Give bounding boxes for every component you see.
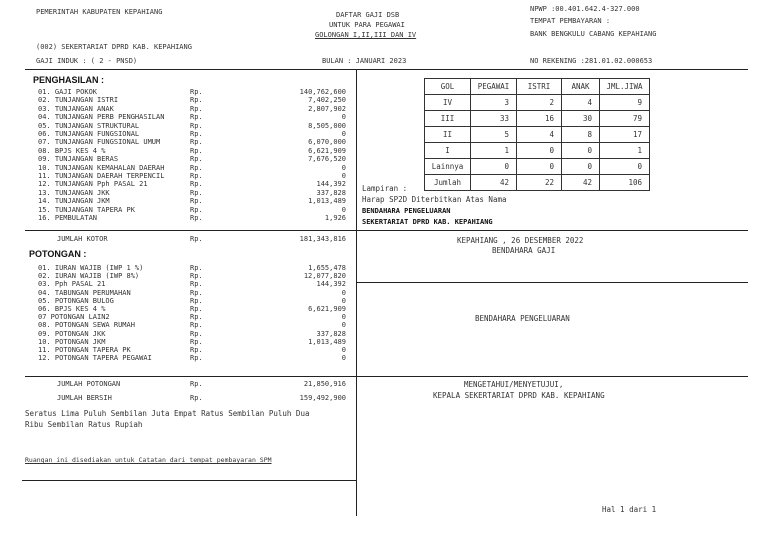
item-label: 01. IURAN WAJIB (IWP 1 %) — [38, 264, 144, 272]
header-divider — [25, 69, 748, 70]
item-label: 03. Pph PASAL 21 — [38, 280, 106, 289]
item-value: 0 — [341, 313, 346, 322]
potongan-title: POTONGAN : — [29, 249, 87, 259]
list-item — [0, 272, 346, 280]
pegawai-cell: 5 — [471, 127, 517, 143]
col-header: ANAK — [562, 79, 600, 95]
doc-title-2: UNTUK PARA PEGAWAI — [329, 21, 405, 29]
anak-cell: 4 — [562, 95, 600, 111]
item-label: 01. GAJI POKOK — [38, 88, 98, 96]
istri-cell: 16 — [517, 111, 562, 127]
jumlah-kotor-label: JUMLAH KOTOR — [57, 235, 108, 243]
jumlah-potongan-row — [0, 380, 346, 389]
item-label: 11. POTONGAN TAPERA PK — [38, 346, 131, 354]
terbilang-line-1: Seratus Lima Puluh Sembilan Juta Empat Ratus Sembilan Puluh Dua — [25, 409, 310, 418]
list-item — [0, 180, 346, 188]
jumlah-kotor-value: 181,343,816 — [299, 235, 346, 243]
penghasilan-title: PENGHASILAN : — [33, 75, 105, 85]
item-rp: Rp. — [190, 214, 203, 222]
item-rp: Rp. — [190, 305, 203, 313]
item-value: 0 — [341, 130, 346, 138]
signature-divider — [356, 282, 748, 283]
gol-cell: IV — [425, 95, 471, 111]
gol-cell: I — [425, 143, 471, 159]
item-value: 1,926 — [324, 214, 346, 222]
list-item — [0, 122, 346, 130]
jumlah-potongan-label: JUMLAH POTONGAN — [57, 380, 121, 388]
istri-cell: 0 — [517, 159, 562, 175]
potongan-divider — [25, 376, 748, 377]
list-item — [0, 172, 346, 180]
catatan-divider — [22, 480, 356, 481]
item-value: 0 — [341, 163, 346, 172]
list-item — [0, 164, 346, 172]
item-value: 0 — [341, 172, 346, 180]
gol-cell: II — [425, 127, 471, 143]
list-item — [0, 189, 346, 197]
item-rp: Rp. — [190, 337, 203, 346]
item-label: 05. TUNJANGAN STRUKTURAL — [38, 121, 140, 130]
pegawai-cell: 1 — [471, 143, 517, 159]
item-rp: Rp. — [190, 104, 203, 113]
golongan-table — [424, 78, 650, 191]
list-item — [0, 197, 346, 205]
item-value: 7,676,520 — [308, 155, 346, 164]
list-item — [0, 88, 346, 96]
jiwa-cell: 79 — [600, 111, 650, 127]
center-divider — [356, 69, 357, 516]
item-rp: Rp. — [190, 280, 203, 289]
table-row — [425, 111, 650, 127]
item-value: 337,828 — [316, 329, 346, 338]
col-header: JML.JIWA — [600, 79, 650, 95]
anak-cell: 42 — [562, 175, 600, 191]
item-label: 11. TUNJANGAN DAERAH TERPENCIL — [38, 172, 165, 180]
item-value: 0 — [341, 288, 346, 297]
list-item — [0, 297, 346, 305]
pegawai-cell: 0 — [471, 159, 517, 175]
jumlah-bersih-label: JUMLAH BERSIH — [57, 394, 112, 402]
list-item — [0, 138, 346, 146]
gol-cell: Lainnya — [425, 159, 471, 175]
pegawai-cell: 42 — [471, 175, 517, 191]
item-label: 07 POTONGAN LAIN2 — [38, 313, 110, 322]
table-row — [425, 95, 650, 111]
place-date: KEPAHIANG , 26 DESEMBER 2022 — [457, 236, 584, 245]
item-rp: Rp. — [190, 354, 203, 363]
pemerintah-label: PEMERINTAH KABUPATEN KEPAHIANG — [36, 8, 163, 16]
item-label: 08. BPJS KES 4 % — [38, 146, 106, 155]
istri-cell: 22 — [517, 175, 562, 191]
gol-cell: III — [425, 111, 471, 127]
jumlah-potongan-rp: Rp. — [190, 380, 203, 388]
kepala-sekretariat: KEPALA SEKERTARIAT DPRD KAB. KEPAHIANG — [433, 391, 605, 400]
item-rp: Rp. — [190, 205, 203, 214]
satker-label: (002) SEKERTARIAT DPRD KAB. KEPAHIANG — [36, 43, 192, 51]
gol-cell: Jumlah — [425, 175, 471, 191]
item-label: 10. TUNJANGAN KEMAHALAN DAERAH — [38, 163, 165, 172]
list-item — [0, 280, 346, 288]
item-rp: Rp. — [190, 346, 203, 354]
item-value: 0 — [341, 205, 346, 214]
penghasilan-divider — [25, 230, 748, 231]
anak-cell: 30 — [562, 111, 600, 127]
jumlah-kotor-row — [0, 235, 346, 244]
item-value: 0 — [341, 346, 346, 354]
item-rp: Rp. — [190, 121, 203, 130]
item-rp: Rp. — [190, 264, 203, 272]
item-label: 05. POTONGAN BULOG — [38, 296, 114, 305]
item-rp: Rp. — [190, 288, 203, 297]
item-value: 0 — [341, 296, 346, 305]
item-rp: Rp. — [190, 313, 203, 322]
item-label: 09. POTONGAN JKK — [38, 329, 106, 338]
page-number: Hal 1 dari 1 — [602, 505, 657, 514]
item-value: 0 — [341, 354, 346, 363]
item-rp: Rp. — [190, 96, 203, 105]
pegawai-cell: 3 — [471, 95, 517, 111]
istri-cell: 0 — [517, 143, 562, 159]
table-row — [425, 175, 650, 191]
item-rp: Rp. — [190, 197, 203, 206]
bendahara-gaji: BENDAHARA GAJI — [492, 246, 556, 255]
list-item — [0, 113, 346, 121]
anak-cell: 0 — [562, 159, 600, 175]
item-label: 06. BPJS KES 4 % — [38, 305, 106, 313]
item-label: 10. POTONGAN JKM — [38, 337, 106, 346]
jiwa-cell: 1 — [600, 143, 650, 159]
list-item — [0, 338, 346, 346]
item-rp: Rp. — [190, 146, 203, 155]
col-header: PEGAWAI — [471, 79, 517, 95]
item-label: 07. TUNJANGAN FUNGSIONAL UMUM — [38, 138, 161, 147]
tempat-pembayaran-label: TEMPAT PEMBAYARAN : — [530, 17, 611, 25]
list-item — [0, 346, 346, 354]
item-label: 12. TUNJANGAN Pph PASAL 21 — [38, 180, 148, 189]
item-rp: Rp. — [190, 272, 203, 281]
item-value: 1,013,489 — [308, 337, 346, 346]
item-label: 13. TUNJANGAN JKK — [38, 188, 110, 197]
istri-cell: 2 — [517, 95, 562, 111]
item-label: 02. IURAN WAJIB (IWP 8%) — [38, 272, 140, 281]
item-rp: Rp. — [190, 188, 203, 197]
pegawai-cell: 33 — [471, 111, 517, 127]
catatan-note: Ruangan ini disediakan untuk Catatan dari tempat pembayaran SPM — [25, 456, 272, 464]
potongan-list — [0, 264, 346, 374]
rekening-label: NO REKENING :281.01.02.000653 — [530, 57, 653, 65]
item-value: 144,392 — [316, 180, 346, 189]
list-item — [0, 313, 346, 321]
item-value: 0 — [341, 321, 346, 330]
item-value: 337,828 — [316, 188, 346, 197]
item-label: 04. TUNJANGAN PERB PENGHASILAN — [38, 113, 165, 122]
jumlah-bersih-rp: Rp. — [190, 394, 203, 402]
list-item — [0, 155, 346, 163]
table-row — [425, 127, 650, 143]
jiwa-cell: 106 — [600, 175, 650, 191]
item-value: 1,655,478 — [308, 264, 346, 272]
lampiran-label: Lampiran : — [362, 184, 408, 193]
list-item — [0, 264, 346, 272]
golongan-header-row — [425, 79, 650, 95]
list-item — [0, 147, 346, 155]
jiwa-cell: 9 — [600, 95, 650, 111]
item-rp: Rp. — [190, 155, 203, 164]
item-value: 0 — [341, 113, 346, 122]
item-label: 14. TUNJANGAN JKM — [38, 197, 110, 206]
item-value: 1,013,489 — [308, 197, 346, 206]
table-row — [425, 143, 650, 159]
anak-cell: 8 — [562, 127, 600, 143]
item-label: 04. TABUNGAN PERUMAHAN — [38, 288, 131, 297]
jumlah-bersih-value: 159,492,900 — [299, 394, 346, 402]
list-item — [0, 289, 346, 297]
col-header: ISTRI — [517, 79, 562, 95]
item-label: 12. POTONGAN TAPERA PEGAWAI — [38, 354, 152, 363]
table-row — [425, 159, 650, 175]
list-item — [0, 330, 346, 338]
item-label: 02. TUNJANGAN ISTRI — [38, 96, 119, 105]
item-value: 12,077,820 — [303, 272, 346, 281]
bulan-label: BULAN : JANUARI 2023 — [322, 57, 407, 65]
item-label: 06. TUNJANGAN FUNGSIONAL — [38, 130, 140, 138]
jiwa-cell: 0 — [600, 159, 650, 175]
list-item — [0, 105, 346, 113]
item-rp: Rp. — [190, 163, 203, 172]
list-item — [0, 305, 346, 313]
item-rp: Rp. — [190, 180, 203, 189]
lampiran-sekretariat: SEKERTARIAT DPRD KAB. KEPAHIANG — [362, 218, 493, 226]
list-item — [0, 96, 346, 104]
jumlah-bersih-row — [0, 394, 346, 403]
npwp: NPWP :00.401.642.4-327.000 — [530, 5, 640, 13]
col-header: GOL — [425, 79, 471, 95]
item-rp: Rp. — [190, 172, 203, 180]
item-rp: Rp. — [190, 130, 203, 138]
jumlah-kotor-rp: Rp. — [190, 235, 203, 243]
list-item — [0, 354, 346, 362]
item-value: 144,392 — [316, 280, 346, 289]
item-rp: Rp. — [190, 296, 203, 305]
item-rp: Rp. — [190, 329, 203, 338]
lampiran-text: Harap SP2D Diterbitkan Atas Nama — [362, 195, 507, 204]
penghasilan-list — [0, 88, 346, 228]
item-value: 8,505,000 — [308, 121, 346, 130]
doc-title-3: GOLONGAN I,II,III DAN IV — [315, 31, 417, 39]
item-label: 03. TUNJANGAN ANAK — [38, 104, 114, 113]
item-rp: Rp. — [190, 113, 203, 122]
doc-title-1: DAFTAR GAJI DSB — [336, 11, 400, 19]
jiwa-cell: 17 — [600, 127, 650, 143]
item-value: 6,621,909 — [308, 146, 346, 155]
item-rp: Rp. — [190, 321, 203, 330]
list-item — [0, 321, 346, 329]
terbilang-line-2: Ribu Sembilan Ratus Rupiah — [25, 420, 143, 429]
item-value: 140,762,600 — [299, 88, 346, 96]
item-value: 6,070,000 — [308, 138, 346, 147]
bendahara-pengeluaran: BENDAHARA PENGELUARAN — [475, 314, 570, 323]
bank-name: BANK BENGKULU CABANG KEPAHIANG — [530, 30, 657, 38]
item-label: 15. TUNJANGAN TAPERA PK — [38, 205, 135, 214]
item-label: 16. PEMBULATAN — [38, 214, 98, 222]
jumlah-potongan-value: 21,850,916 — [303, 380, 346, 388]
item-value: 7,402,250 — [308, 96, 346, 105]
anak-cell: 0 — [562, 143, 600, 159]
istri-cell: 4 — [517, 127, 562, 143]
list-item — [0, 214, 346, 222]
item-value: 6,621,909 — [308, 305, 346, 313]
list-item — [0, 206, 346, 214]
mengetahui-label: MENGETAHUI/MENYETUJUI, — [464, 380, 564, 389]
item-rp: Rp. — [190, 138, 203, 147]
list-item — [0, 130, 346, 138]
lampiran-bendahara: BENDAHARA PENGELUARAN — [362, 207, 451, 215]
gaji-induk-label: GAJI INDUK : ( 2 - PNSD) — [36, 57, 138, 65]
item-label: 09. TUNJANGAN BERAS — [38, 155, 119, 164]
item-value: 2,807,902 — [308, 104, 346, 113]
item-label: 08. POTONGAN SEWA RUMAH — [38, 321, 135, 330]
item-rp: Rp. — [190, 88, 203, 96]
